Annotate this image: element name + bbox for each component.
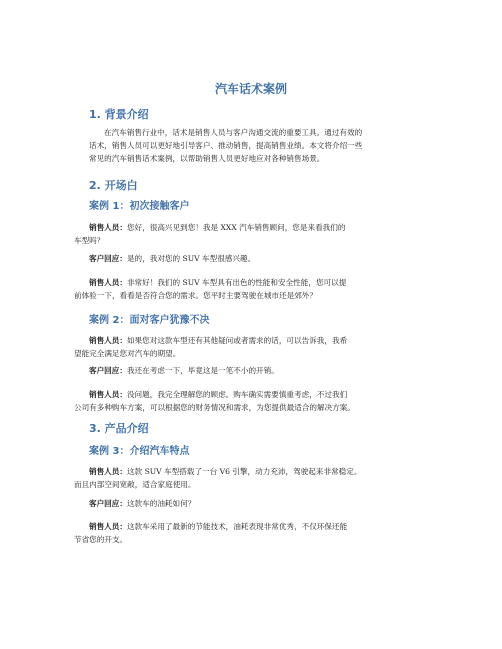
dialogue-line bbox=[89, 465, 419, 478]
dialogue-block bbox=[74, 520, 419, 546]
dialogue-text: 您好，很高兴见到您！我是 XXX 汽车销售顾问，您是来看我们的 bbox=[126, 223, 346, 232]
dialogue-line bbox=[89, 497, 419, 510]
dialogue-line bbox=[89, 252, 419, 265]
dialogue-text: 如果您对这款车型还有其他疑问或者需求的话，可以告诉我，我希 bbox=[126, 336, 348, 345]
dialogue-line: 前体验一下，看看是否符合您的需求。您平时主要驾驶在城市还是郊外？ bbox=[74, 291, 317, 300]
section-heading-background: 1. 背景介绍 bbox=[89, 108, 149, 121]
speaker-label: 销售人员： bbox=[89, 336, 127, 345]
dialogue-text: 我还在考虑一下，毕竟这是一笔不小的开销。 bbox=[126, 366, 279, 375]
dialogue-line bbox=[89, 388, 419, 401]
dialogue-line: 车型吗？ bbox=[74, 236, 105, 245]
dialogue-block bbox=[74, 388, 419, 414]
dialogue-block bbox=[74, 334, 419, 360]
background-paragraph bbox=[89, 126, 419, 165]
dialogue-line bbox=[89, 520, 419, 533]
dialogue-text: 是的，我对您的 SUV 车型很感兴趣。 bbox=[126, 254, 256, 263]
section-heading-opening: 2. 开场白 bbox=[89, 179, 138, 192]
dialogue-line bbox=[89, 334, 419, 347]
dialogue-line bbox=[89, 221, 419, 234]
speaker-label: 销售人员： bbox=[89, 522, 127, 531]
dialogue-text: 这款车的油耗如何？ bbox=[126, 499, 196, 508]
dialogue-line bbox=[89, 364, 419, 377]
dialogue-text: 这款车采用了最新的节能技术，油耗表现非常优秀，不仅环保还能 bbox=[126, 522, 348, 531]
document-title: 汽车话术案例 bbox=[214, 82, 287, 96]
speaker-label: 销售人员： bbox=[89, 467, 127, 476]
dialogue-block bbox=[74, 465, 419, 491]
dialogue-line: 望能完全满足您对汽车的期望。 bbox=[74, 349, 181, 358]
dialogue-block bbox=[74, 221, 419, 247]
dialogue-block bbox=[89, 497, 419, 510]
speaker-label: 客户回应： bbox=[89, 366, 127, 375]
speaker-label: 销售人员： bbox=[89, 223, 127, 232]
section-heading-product: 3. 产品介绍 bbox=[89, 422, 149, 435]
dialogue-block bbox=[89, 364, 419, 377]
speaker-label: 销售人员： bbox=[89, 278, 127, 287]
speaker-label: 客户回应： bbox=[89, 254, 127, 263]
dialogue-text: 这款 SUV 车型搭载了一台 V6 引擎，动力充沛，驾驶起来非常稳定。 bbox=[126, 467, 362, 476]
paragraph-line: 在汽车销售行业中，话术是销售人员与客户沟通交流的重要工具。通过有效的 bbox=[104, 128, 363, 137]
dialogue-line bbox=[89, 276, 419, 289]
speaker-label: 客户回应： bbox=[89, 499, 127, 508]
dialogue-block bbox=[74, 276, 419, 302]
dialogue-line: 公司有多种购车方案，可以根据您的财务情况和需求，为您提供最适合的解决方案。 bbox=[74, 403, 355, 412]
dialogue-block bbox=[89, 252, 419, 265]
dialogue-line: 而且内部空间宽敞，适合家庭使用。 bbox=[74, 480, 196, 489]
dialogue-text: 没问题，我完全理解您的顾虑。购车确实需要慎重考虑，不过我们 bbox=[126, 390, 348, 399]
paragraph-line: 话术，销售人员可以更好地引导客户、推动销售，提高销售业绩。本文将介绍一些 bbox=[89, 141, 363, 150]
dialogue-text: 非常好！我们的 SUV 车型具有出色的性能和安全性能，您可以提 bbox=[126, 278, 347, 287]
case-heading-1: 案例 1：初次接触客户 bbox=[89, 201, 190, 212]
case-heading-3: 案例 3：介绍汽车特点 bbox=[89, 446, 190, 457]
dialogue-line: 节省您的开支。 bbox=[74, 535, 128, 544]
paragraph-line: 常见的汽车销售话术案例，以帮助销售人员更好地应对各种销售场景。 bbox=[89, 154, 325, 163]
speaker-label: 销售人员： bbox=[89, 390, 127, 399]
case-heading-2: 案例 2：面对客户犹豫不决 bbox=[89, 315, 210, 326]
